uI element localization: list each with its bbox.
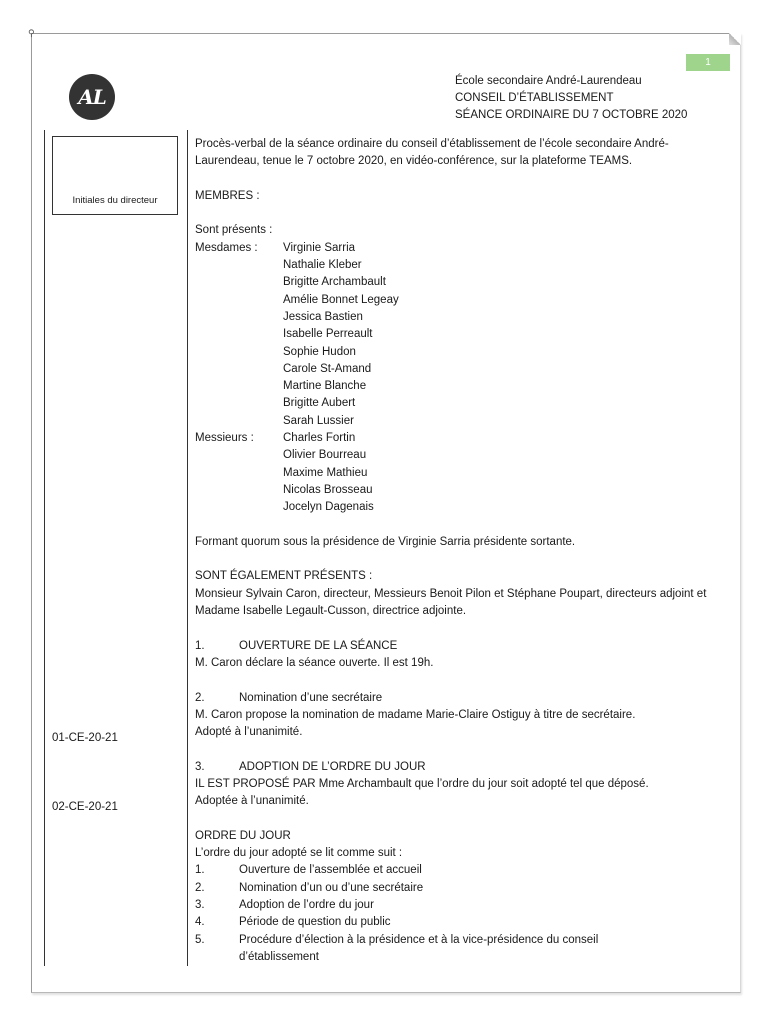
quorum-statement: Formant quorum sous la présidence de Virginie Sarria présidente sortante. <box>195 535 576 548</box>
agenda-item-text: Nomination d’un ou d’une secrétaire <box>239 881 424 894</box>
agenda-intro: L’ordre du jour adopté se lit comme suit : <box>195 847 403 860</box>
member-name: Sarah Lussier <box>283 414 354 427</box>
agenda-item-text: Période de question du public <box>239 916 391 929</box>
agenda-item-number: 1. <box>195 864 205 877</box>
section-heading <box>195 638 725 655</box>
member-name: Amélie Bonnet Legeay <box>283 293 399 306</box>
agenda-item <box>195 932 725 967</box>
member-name: Nathalie Kleber <box>283 259 362 272</box>
agenda-item <box>195 862 725 879</box>
resolution-code: 01-CE-20-21 <box>52 732 118 744</box>
also-present-text: Monsieur Sylvain Caron, directeur, Messieurs Benoit Pilon et Stéphane Poupart, directeurs adjoint et Madame Isabelle Legault-Cusson, directrice adjointe. <box>195 587 707 618</box>
director-initials-box <box>52 136 178 215</box>
mesdames-row <box>195 240 725 257</box>
session-title: SÉANCE ORDINAIRE DU 7 OCTOBRE 2020 <box>455 109 688 121</box>
agenda-item <box>195 914 725 931</box>
member-name: Nicolas Brosseau <box>283 483 373 496</box>
section-title: ADOPTION DE L’ORDRE DU JOUR <box>239 760 426 773</box>
member-name: Olivier Bourreau <box>283 449 367 462</box>
section-text: M. Caron propose la nomination de madame Marie-Claire Ostiguy à titre de secrétaire. <box>195 708 636 721</box>
also-present-heading: SONT ÉGALEMENT PRÉSENTS : <box>195 570 373 583</box>
present-heading: Sont présents : <box>195 224 273 237</box>
adoption-note: Adoptée à l’unanimité. <box>195 795 309 808</box>
agenda-item <box>195 880 725 897</box>
agenda-item-number: 2. <box>195 881 205 894</box>
mesdames-label: Mesdames : <box>195 241 258 254</box>
agenda-item-text: Adoption de l’ordre du jour <box>239 899 374 912</box>
member-name: Martine Blanche <box>283 380 367 393</box>
member-name: Virginie Sarria <box>283 241 356 254</box>
section-text: IL EST PROPOSÉ PAR Mme Archambault que l’ordre du jour soit adopté tel que déposé. <box>195 777 649 790</box>
margin-right-rule <box>187 130 188 966</box>
school-logo: AL <box>69 74 115 120</box>
member-name: Maxime Mathieu <box>283 466 368 479</box>
section-text: M. Caron déclare la séance ouverte. Il est 19h. <box>195 656 434 669</box>
section-number: 2. <box>195 691 205 704</box>
messieurs-label: Messieurs : <box>195 432 254 445</box>
member-name: Brigitte Archambault <box>283 276 386 289</box>
agenda-item-number: 5. <box>195 933 205 946</box>
agenda-item-number: 3. <box>195 899 205 912</box>
agenda-item-number: 4. <box>195 916 205 929</box>
adoption-note: Adopté à l’unanimité. <box>195 726 303 739</box>
agenda-item-text: Procédure d’élection à la présidence et à la vice-présidence du conseil d’établissement <box>239 933 599 963</box>
member-name: Sophie Hudon <box>283 345 356 358</box>
section-heading <box>195 759 725 776</box>
member-name: Brigitte Aubert <box>283 397 356 410</box>
member-name: Isabelle Perreault <box>283 328 373 341</box>
document-header <box>455 73 687 124</box>
agenda-item <box>195 897 725 914</box>
resolution-code: 02-CE-20-21 <box>52 801 118 813</box>
council-name: CONSEIL D’ÉTABLISSEMENT <box>455 92 614 104</box>
school-name: École secondaire André-Laurendeau <box>455 75 642 87</box>
agenda-heading: ORDRE DU JOUR <box>195 829 291 842</box>
minutes-body <box>195 136 725 966</box>
agenda-item-text: Ouverture de l’assemblée et accueil <box>239 864 422 877</box>
agenda-list <box>195 862 725 966</box>
messieurs-row <box>195 430 725 447</box>
director-initials-label: Initiales du directeur <box>72 195 158 206</box>
section-number: 3. <box>195 760 205 773</box>
page-corner-fold <box>729 33 741 45</box>
section-heading <box>195 690 725 707</box>
section-number: 1. <box>195 639 205 652</box>
section-title: Nomination d’une secrétaire <box>239 691 383 704</box>
anchor-icon: ⚲ <box>28 28 35 38</box>
member-name: Charles Fortin <box>283 432 356 445</box>
page-number-badge: 1 <box>686 54 730 71</box>
members-heading: MEMBRES : <box>195 189 260 202</box>
member-name: Jessica Bastien <box>283 310 363 323</box>
section-title: OUVERTURE DE LA SÉANCE <box>239 639 398 652</box>
member-name: Jocelyn Dagenais <box>283 501 374 514</box>
member-name: Carole St-Amand <box>283 362 372 375</box>
intro-paragraph: Procès-verbal de la séance ordinaire du conseil d’établissement de l’école secondaire André-Laurendeau, tenue le 7 octobre 2020, en vidéo-conférence, sur la plateforme TEAMS. <box>195 138 669 168</box>
margin-left-rule <box>44 130 45 966</box>
